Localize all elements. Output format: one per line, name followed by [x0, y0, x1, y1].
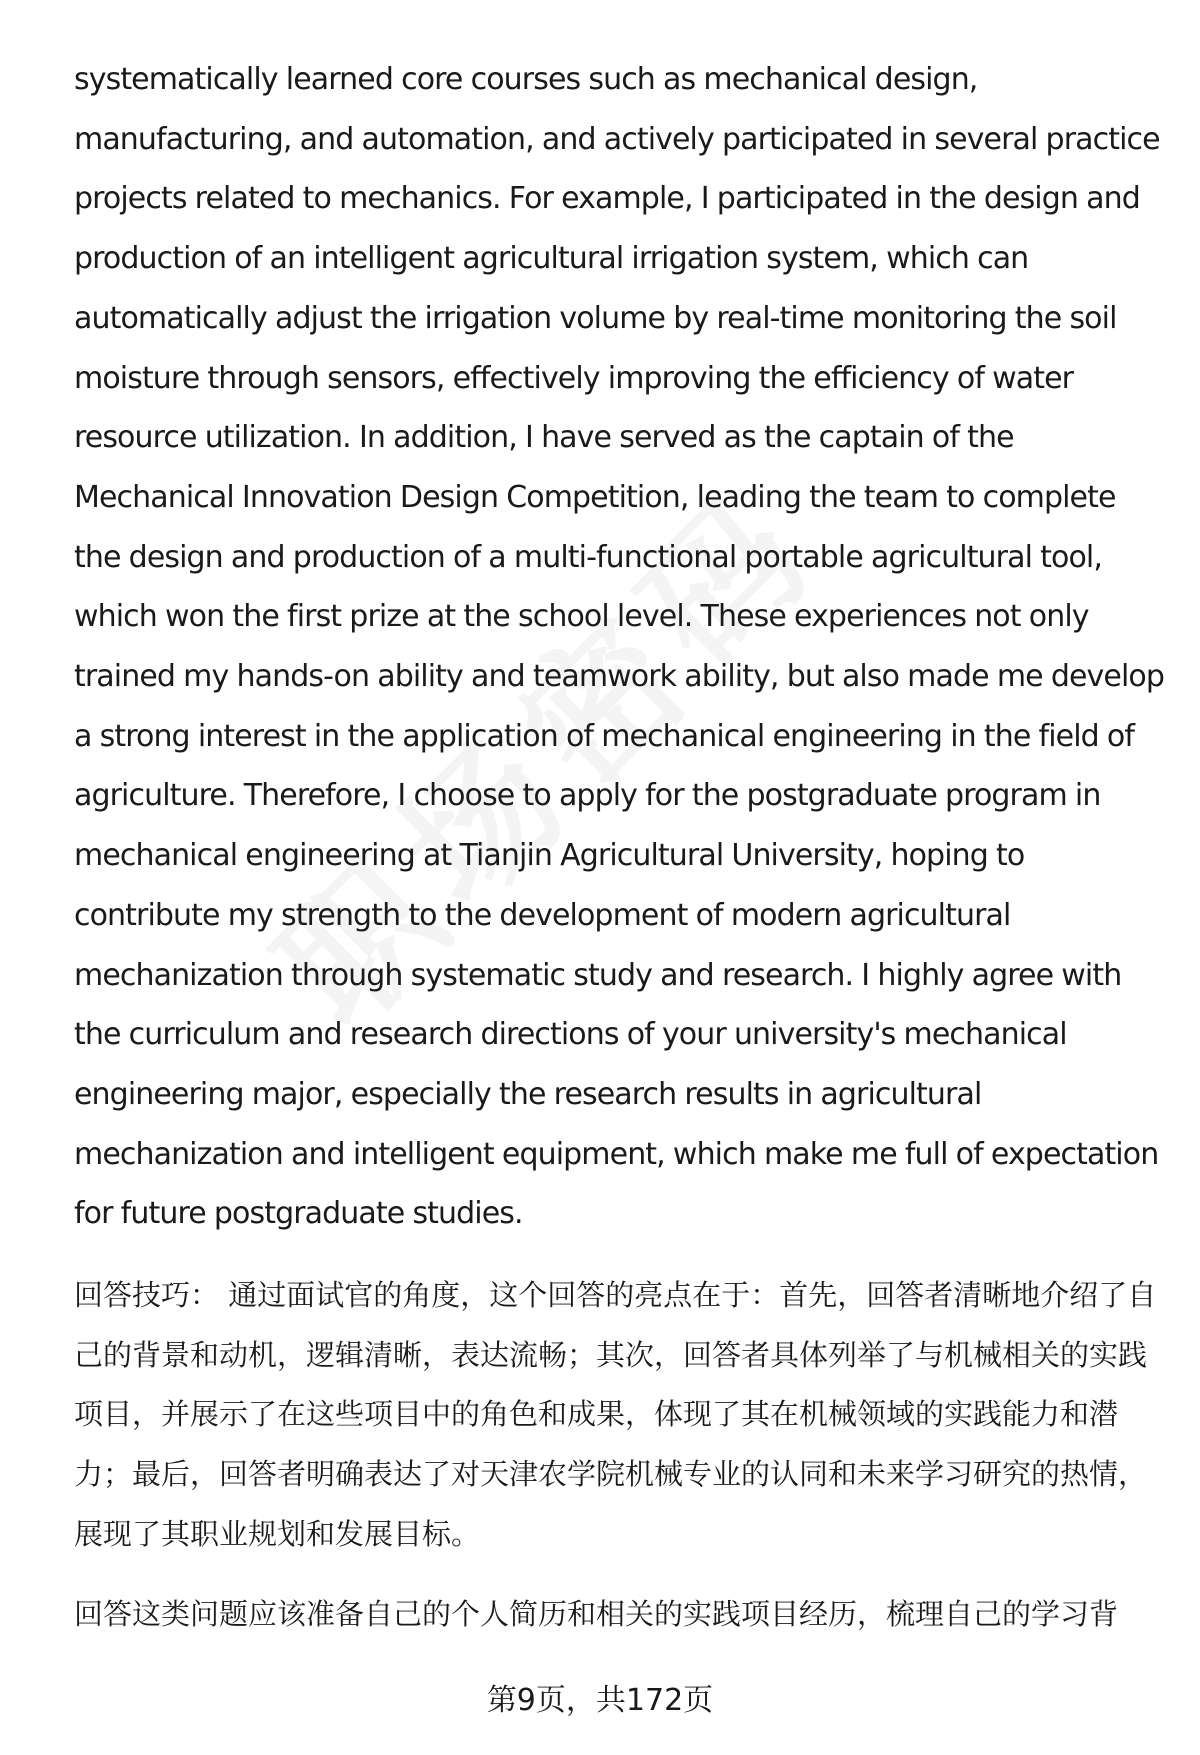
- answer-tips-paragraph: 回答技巧： 通过面试官的角度，这个回答的亮点在于：首先，回答者清晰地介绍了自己的背景和动机，逻辑清晰，表达流畅；其次，回答者具体列举了与机械相关的实践项目，并展示了在这些项目中的角色和成果，体现了其在机械领域的实践能力和潜力；最后，回答者明确表达了对天津农学院机械专业的认同和未来学习研究的热情，展现了其职业规划和发展目标。: [74, 1278, 1157, 1551]
- page-number-footer: 第9页，共172页: [486, 1683, 714, 1718]
- english-answer-paragraph: systematically learned core courses such as mechanical design, manufacturing, and automation, and actively participated in several practice projects related to mechanics. For example, I participated in the design and production of an intelligent agricultural irrigation system, which can automatically adjust the irrigation volume by real-time monitoring the soil moisture through sensors, effectively improving the efficiency of water resource utilization. In addition, I have served as the captain of the Mechanical Innovation Design Competition, leading the team to complete the design and production of a multi-functional portable agricultural tool, which won the first prize at the school level. These experiences not only trained my hands-on ability and teamwork ability, but also made me develop a strong interest in the application of mechanical engineering in the field of agriculture. Therefore, I choose to apply for the postgraduate program in mechanical engineering at Tianjin Agricultural University, hoping to contribute my strength to the development of modern agricultural mechanization through systematic study and research. I highly agree with the curriculum and research directions of your university's mechanical engineering major, especially the research results in agricultural mechanization and intelligent equipment, which make me full of expectation for future postgraduate studies.: [74, 62, 1164, 1232]
- page-content: [74, 50, 1164, 1644]
- answer-advice-paragraph: 回答这类问题应该准备自己的个人简历和相关的实践项目经历，梳理自己的学习背: [74, 1596, 1119, 1631]
